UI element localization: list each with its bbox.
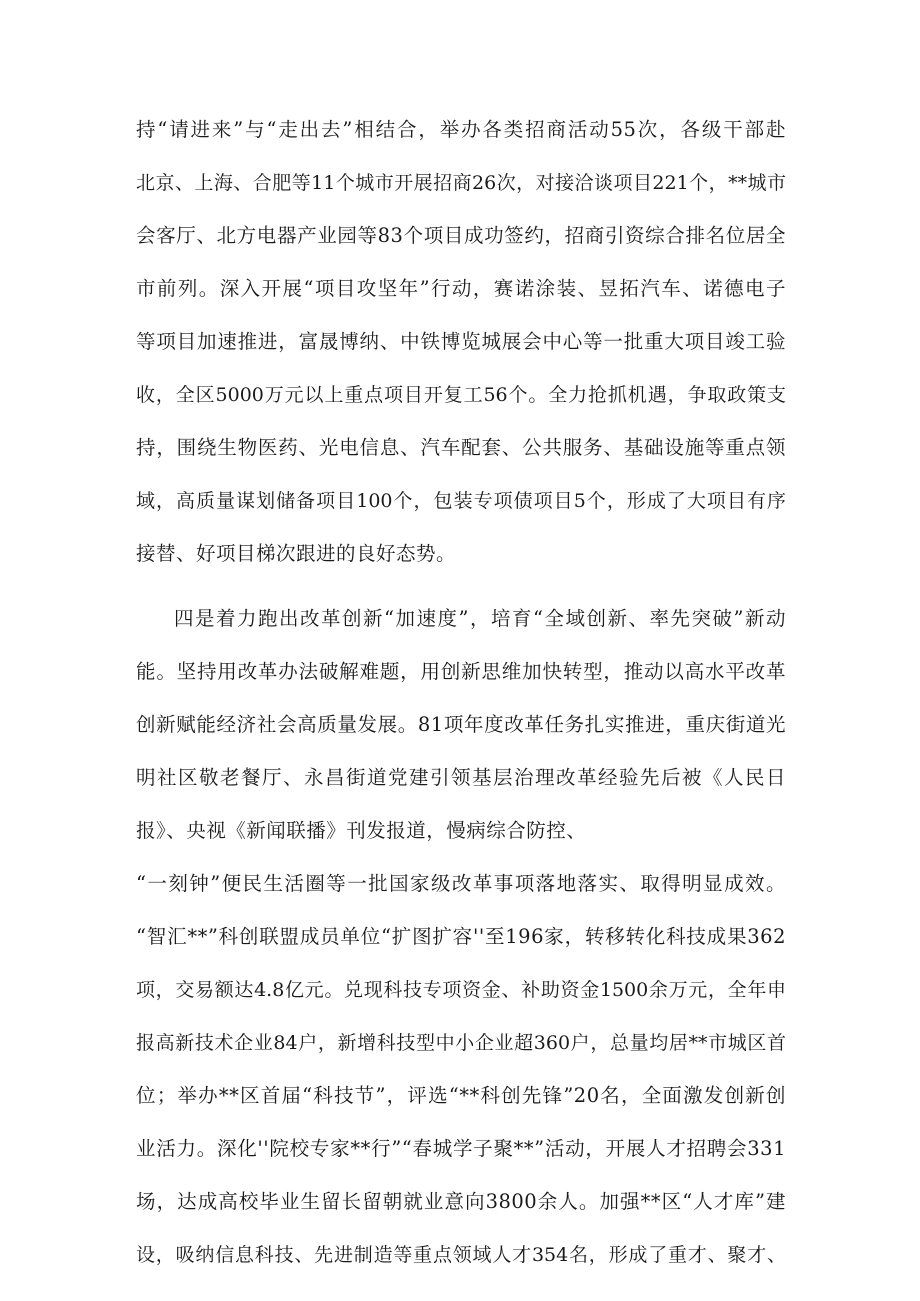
text-line: 创新赋能经济社会高质量发展。81项年度改革任务扎实推进，重庆街道光 bbox=[136, 713, 786, 736]
text-line: 等项目加速推进，富晟博纳、中铁博览城展会中心等一批重大项目竣工验 bbox=[136, 330, 786, 353]
text-line: 场，达成高校毕业生留长留朝就业意向3800余人。加强**区“人才库”建 bbox=[136, 1190, 786, 1213]
text-line: 持，围绕生物医药、光电信息、汽车配套、公共服务、基础设施等重点领 bbox=[136, 436, 786, 459]
text-line: 明社区敬老餐厅、永昌街道党建引领基层治理改革经验先后被《人民日 bbox=[136, 766, 786, 789]
text-line: 报》、央视《新闻联播》刊发报道，慢病综合防控、 bbox=[136, 819, 587, 842]
text-line: 报高新技术企业84户，新增科技型中小企业超360户，总量均居**市城区首 bbox=[136, 1032, 786, 1054]
text-line: 持“请进来”与“走出去”相结合，举办各类招商活动55次，各级干部赴 bbox=[136, 118, 786, 141]
text-line: 市前列。深入开展“项目攻坚年”行动，赛诺涂装、昱拓汽车、诺德电子 bbox=[136, 277, 786, 300]
text-line: 会客厅、北方电器产业园等83个项目成功签约，招商引资综合排名位居全 bbox=[136, 224, 786, 247]
text-line: 业活力。深化''院校专家**行”“春城学子聚**”活动，开展人才招聘会331 bbox=[136, 1137, 786, 1160]
text-line: 北京、上海、合肥等11个城市开展招商26次，对接洽谈项目221个，**城市 bbox=[136, 172, 786, 194]
text-line: 位；举办**区首届“科技节”，评选“**科创先锋”20名，全面激发创新创 bbox=[136, 1084, 786, 1107]
text-line: 收，全区5000万元以上重点项目开复工56个。全力抢抓机遇，争取政策支 bbox=[136, 384, 786, 406]
text-line: “一刻钟”便民生活圈等一批国家级改革事项落地落实、取得明显成效。 bbox=[136, 872, 786, 895]
text-line: 域，高质量谋划储备项目100个，包装专项债项目5个，形成了大项目有序 bbox=[136, 490, 786, 512]
text-line: “智汇**”科创联盟成员单位“扩图扩容''至196家，转移转化科技成果362 bbox=[136, 925, 786, 948]
text-line: 项，交易额达4.8亿元。兑现科技专项资金、补助资金1500余万元，全年申 bbox=[136, 979, 786, 1001]
text-line: 能。坚持用改革办法破解难题，用创新思维加快转型，推动以高水平改革 bbox=[136, 660, 786, 683]
text-line: 四是着力跑出改革创新“加速度”，培育“全域创新、率先突破”新动 bbox=[174, 607, 786, 630]
text-line: 接替、好项目梯次跟进的良好态势。 bbox=[136, 542, 457, 565]
text-line: 设，吸纳信息科技、先进制造等重点领域人才354名，形成了重才、聚才、 bbox=[136, 1244, 786, 1266]
